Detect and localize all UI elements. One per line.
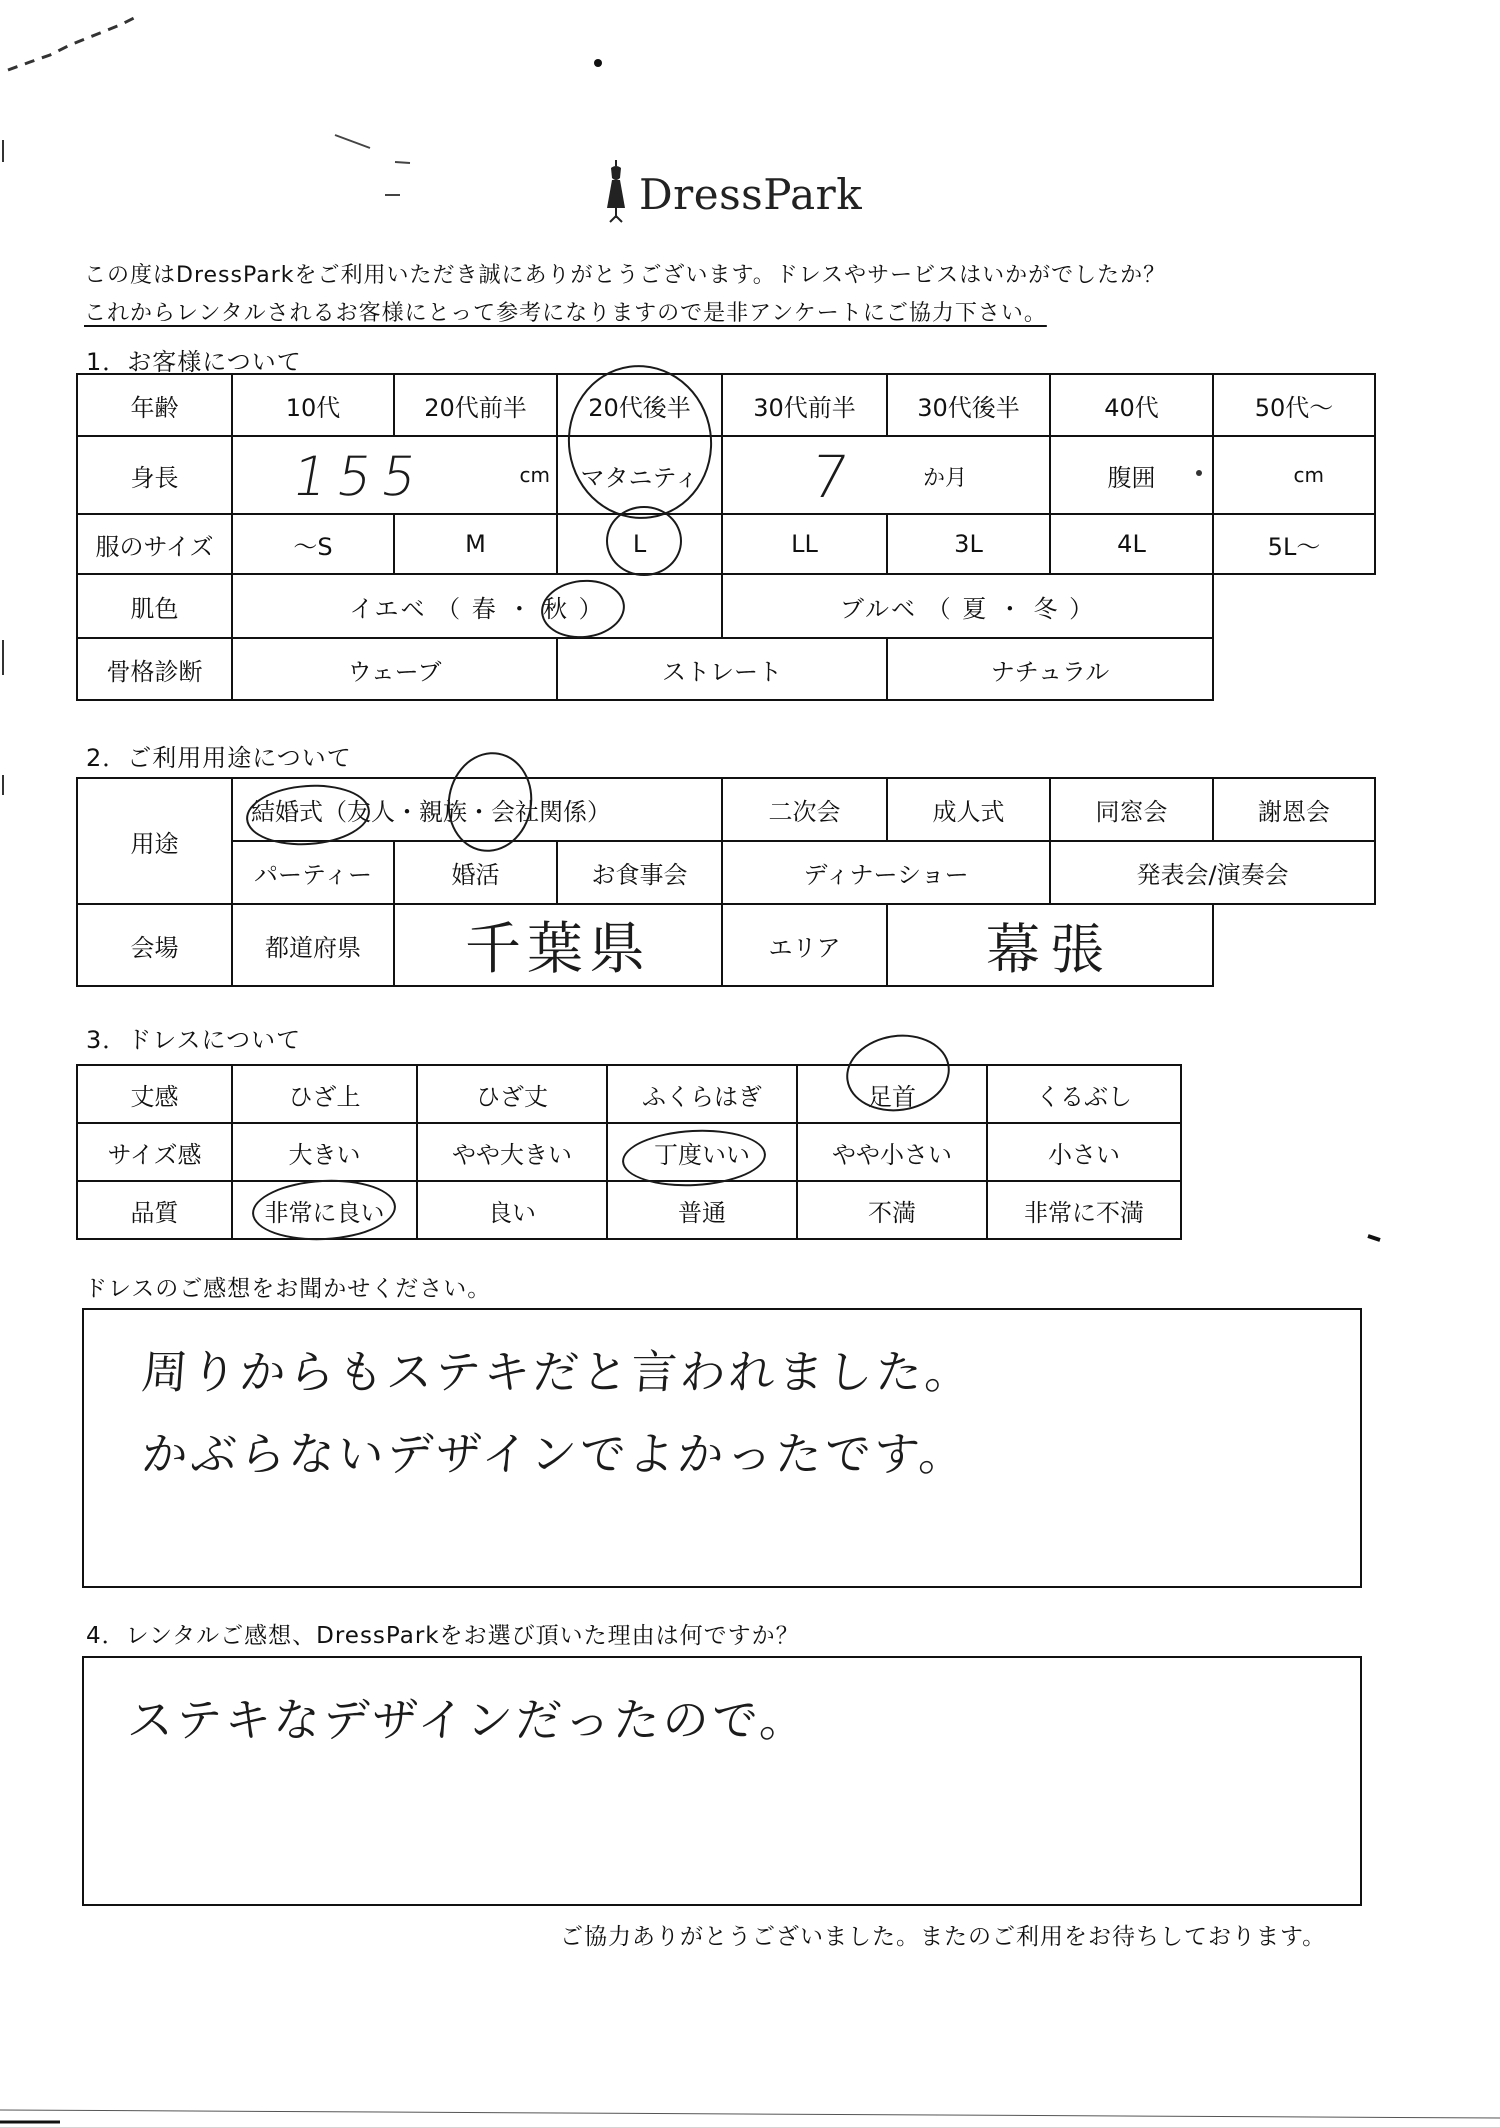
fit-option[interactable]: やや大きい [417, 1123, 607, 1181]
quality-label: 品質 [77, 1181, 232, 1239]
pref-value: 千葉県 [465, 917, 652, 982]
venue-label: 会場 [77, 904, 232, 986]
section-1-title: 1．お客様について [86, 348, 302, 376]
waist-label: 腹囲 [1050, 436, 1213, 514]
fit-option[interactable]: 大きい [232, 1123, 417, 1181]
size-label: 服のサイズ [77, 514, 232, 574]
reason-comment: ステキなデザインだったので。 [125, 1693, 811, 1747]
waist-field[interactable] [1213, 436, 1375, 514]
length-option[interactable]: ひざ丈 [417, 1065, 607, 1123]
pref-label: 都道府県 [232, 904, 394, 986]
skin-yellow-option[interactable]: イエベ （ 春 ・ 秋 ） [232, 574, 722, 638]
intro-line-1: この度はDressParkをご利用いただき誠にありがとうございます。ドレスやサービスはいかがでしたか？ [84, 263, 1167, 288]
skin-label: 肌色 [77, 574, 232, 638]
age-option[interactable]: 40代 [1050, 374, 1213, 436]
age-option[interactable]: 20代前半 [394, 374, 557, 436]
length-option[interactable]: ひざ上 [232, 1065, 417, 1123]
section-4-title: 4．レンタルご感想、DressParkをお選び頂いた理由は何ですか？ [86, 1623, 800, 1649]
fit-label: サイズ感 [77, 1123, 232, 1181]
area-label: エリア [722, 904, 887, 986]
fit-option[interactable]: 小さい [987, 1123, 1181, 1181]
use-option[interactable]: ディナーショー [722, 841, 1050, 904]
customer-table [76, 373, 1376, 701]
dress-comment-line-2: かぶらないデザインでよかったです。 [139, 1427, 970, 1481]
frame-option[interactable]: ストレート [557, 638, 887, 700]
height-value: 155 [287, 445, 432, 508]
section-3-title: 3．ドレスについて [86, 1026, 302, 1054]
height-field[interactable] [232, 436, 557, 514]
use-option[interactable]: 発表会/演奏会 [1050, 841, 1375, 904]
use-option-wedding[interactable]: 結婚式（友人・親族・会社関係） [232, 778, 722, 841]
quality-option-selected[interactable]: 非常に良い [232, 1181, 417, 1239]
area-value: 幕張 [986, 917, 1115, 981]
frame-label: 骨格診断 [77, 638, 232, 700]
size-option[interactable]: M [394, 514, 557, 574]
use-option[interactable]: 婚活 [394, 841, 557, 904]
size-option[interactable]: 4L [1050, 514, 1213, 574]
reason-comment-box[interactable] [82, 1656, 1362, 1906]
height-unit: cm [519, 463, 550, 487]
use-option[interactable]: 成人式 [887, 778, 1050, 841]
maternity-label[interactable]: マタニティ [557, 436, 722, 514]
age-option[interactable]: 30代後半 [887, 374, 1050, 436]
age-option[interactable]: 30代前半 [722, 374, 887, 436]
use-label: 用途 [77, 778, 232, 904]
size-option[interactable]: 3L [887, 514, 1050, 574]
age-option[interactable]: 50代～ [1213, 374, 1375, 436]
size-option[interactable]: 5L～ [1213, 514, 1375, 574]
pref-field[interactable] [394, 904, 722, 986]
frame-option[interactable]: ウェーブ [232, 638, 557, 700]
age-option[interactable]: 10代 [232, 374, 394, 436]
tick-mark [1196, 470, 1202, 476]
brand-logo [595, 158, 863, 228]
footer-thanks: ご協力ありがとうございました。またのご利用をお待ちしております。 [560, 1924, 1327, 1950]
skin-blue-option[interactable]: ブルベ （ 夏 ・ 冬 ） [722, 574, 1213, 638]
maternity-value: 7 [806, 443, 853, 511]
length-option[interactable]: くるぶし [987, 1065, 1181, 1123]
area-field[interactable] [887, 904, 1213, 986]
dress-comment-prompt: ドレスのご感想をお聞かせください。 [84, 1276, 492, 1302]
quality-option[interactable]: 不満 [797, 1181, 987, 1239]
use-option[interactable]: お食事会 [557, 841, 722, 904]
waist-unit: cm [1293, 463, 1324, 487]
quality-option[interactable]: 良い [417, 1181, 607, 1239]
intro-line-2: これからレンタルされるお客様にとって参考になりますので是非アンケートにご協力下さい。 [84, 301, 1047, 326]
section-2-title: 2．ご利用用途について [86, 744, 352, 772]
maternity-unit: か月 [923, 466, 968, 491]
age-option-selected[interactable]: 20代後半 [557, 374, 722, 436]
dress-comment-line-1: 周りからもステキだと言われました。 [139, 1345, 976, 1399]
use-option[interactable]: 同窓会 [1050, 778, 1213, 841]
length-option-selected[interactable]: 足首 [797, 1065, 987, 1123]
height-label: 身長 [77, 436, 232, 514]
quality-option[interactable]: 非常に不満 [987, 1181, 1181, 1239]
use-option[interactable]: パーティー [232, 841, 394, 904]
fit-option[interactable]: やや小さい [797, 1123, 987, 1181]
maternity-field[interactable] [722, 436, 1050, 514]
size-option[interactable]: ～S [232, 514, 394, 574]
length-label: 丈感 [77, 1065, 232, 1123]
dress-comment-box[interactable] [82, 1308, 1362, 1588]
selection-circle-size [606, 506, 682, 576]
dress-mannequin-icon [601, 158, 631, 226]
size-option-selected[interactable]: L [557, 514, 722, 574]
brand-name: DressPark [639, 170, 863, 219]
age-label: 年齢 [77, 374, 232, 436]
length-option[interactable]: ふくらはぎ [607, 1065, 797, 1123]
use-option[interactable]: 二次会 [722, 778, 887, 841]
use-option[interactable]: 謝恩会 [1213, 778, 1375, 841]
size-option[interactable]: LL [722, 514, 887, 574]
fit-option-selected[interactable]: 丁度いい [607, 1123, 797, 1181]
quality-option[interactable]: 普通 [607, 1181, 797, 1239]
frame-option[interactable]: ナチュラル [887, 638, 1213, 700]
